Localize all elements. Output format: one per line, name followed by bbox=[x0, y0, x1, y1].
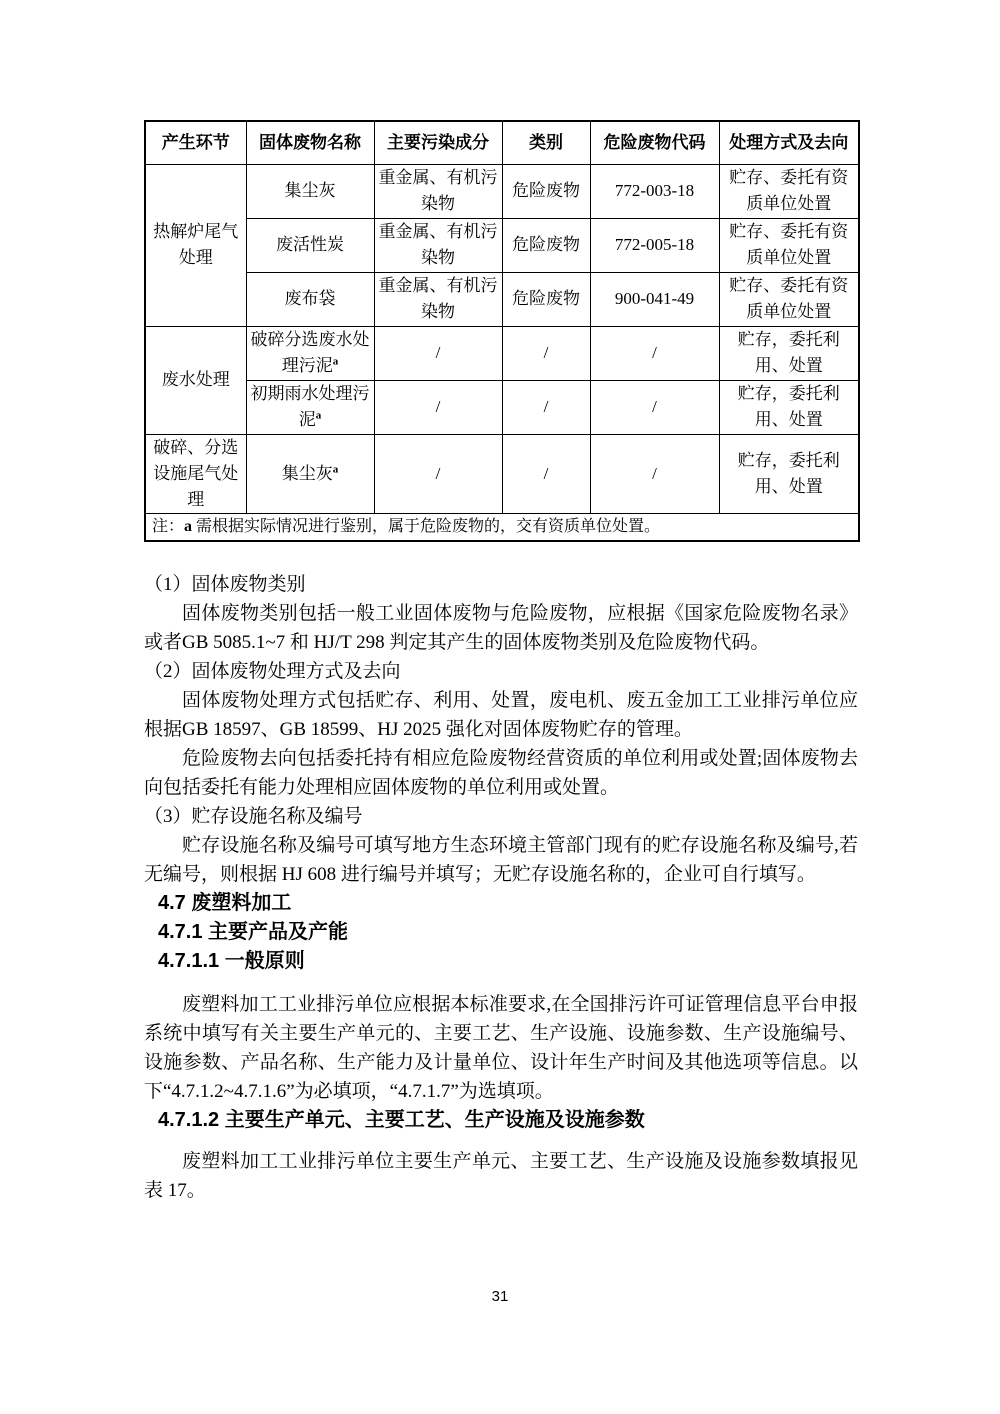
note-text: 需根据实际情况进行鉴别，属于危险废物的，交有资质单位处置。 bbox=[192, 517, 661, 535]
cell-pollutants: 重金属、有机污染物 bbox=[374, 164, 502, 218]
list-item-1: （1）固体废物类别 bbox=[144, 574, 306, 595]
paragraph-hazardous-destination: 危险废物去向包括委托持有相应危险废物经营资质的单位利用或处置;固体废物去向包括委托有能力处理相应固体废物的单位利用或处置。 bbox=[144, 748, 858, 798]
cell-disposal: 贮存、委托有资质单位处置 bbox=[719, 272, 859, 326]
header-disposal: 处理方式及去向 bbox=[719, 121, 859, 164]
header-code: 危险废物代码 bbox=[590, 121, 719, 164]
list-item-2: （2）固体废物处理方式及去向 bbox=[144, 661, 401, 682]
section-heading-4-7-1-1: 4.7.1.1 一般原则 bbox=[158, 950, 305, 972]
cell-waste-name: 废布袋 bbox=[246, 272, 374, 326]
table-row bbox=[145, 218, 859, 272]
cell-pollutants: / bbox=[374, 326, 502, 380]
table-row bbox=[145, 434, 859, 513]
cell-category: / bbox=[502, 434, 590, 513]
body-text bbox=[144, 990, 858, 1106]
cell-waste-name: 初期雨水处理污泥$^a$ bbox=[246, 380, 374, 434]
note-prefix: 注： bbox=[152, 517, 185, 535]
cell-waste-name: 废活性炭 bbox=[246, 218, 374, 272]
table-row bbox=[145, 380, 859, 434]
page-number: 31 bbox=[491, 1288, 509, 1305]
footnote-mark-a: a bbox=[332, 462, 339, 475]
table-note bbox=[145, 513, 859, 541]
cell-code: / bbox=[590, 380, 719, 434]
cell-code: / bbox=[590, 326, 719, 380]
solid-waste-table bbox=[144, 120, 860, 542]
cell-code: 772-005-18 bbox=[590, 218, 719, 272]
paragraph-table17-reference: 废塑料加工工业排污单位主要生产单元、主要工艺、生产设施及设施参数填报见表 17。 bbox=[144, 1151, 858, 1201]
paragraph-general-principle: 废塑料加工工业排污单位应根据本标准要求,在全国排污许可证管理信息平台申报系统中填写有关主要生产单元的、主要工艺、生产设施、设施参数、生产设施编号、设施参数、产品名称、生产能力及计量单位、设计年生产时间及其他选项等信息。以下“4.7.1.2~4.7.1.6”为必填项，“4.7.1.7”为选填项。 bbox=[144, 994, 858, 1102]
cell-disposal: 贮存，委托利用、处置 bbox=[719, 434, 859, 513]
cell-pollutants: / bbox=[374, 380, 502, 434]
cell-code: 772-003-18 bbox=[590, 164, 719, 218]
section-heading-4-7-1: 4.7.1 主要产品及产能 bbox=[158, 921, 349, 943]
cell-stage: 破碎、分选设施尾气处理 bbox=[145, 434, 246, 513]
cell-disposal: 贮存、委托有资质单位处置 bbox=[719, 164, 859, 218]
header-category: 类别 bbox=[502, 121, 590, 164]
cell-pollutants: 重金属、有机污染物 bbox=[374, 272, 502, 326]
cell-category: 危险废物 bbox=[502, 164, 590, 218]
section-heading-4-7-1-2: 4.7.1.2 主要生产单元、主要工艺、生产设施及设施参数 bbox=[158, 1109, 645, 1131]
paragraph-waste-category: 固体废物类别包括一般工业固体废物与危险废物，应根据《国家危险废物名录》或者GB 5085.1~7 和 HJ/T 298 判定其产生的固体废物类别及危险废物代码。 bbox=[144, 603, 858, 653]
page-content bbox=[144, 120, 858, 1205]
cell-pollutants: / bbox=[374, 434, 502, 513]
cell-disposal: 贮存，委托利用、处置 bbox=[719, 326, 859, 380]
header-waste-name: 固体废物名称 bbox=[246, 121, 374, 164]
paragraph-disposal-method: 固体废物处理方式包括贮存、利用、处置，废电机、废五金加工工业排污单位应根据GB 18597、GB 18599、HJ 2025 强化对固体废物贮存的管理。 bbox=[144, 690, 858, 740]
table-note-row bbox=[145, 513, 859, 541]
header-pollutants: 主要污染成分 bbox=[374, 121, 502, 164]
table-row bbox=[145, 272, 859, 326]
paragraph-storage-facility: 贮存设施名称及编号可填写地方生态环境主管部门现有的贮存设施名称及编号,若无编号，则根据 HJ 608 进行编号并填写；无贮存设施名称的，企业可自行填写。 bbox=[144, 835, 858, 885]
table-header-row bbox=[145, 121, 859, 164]
note-marker: a bbox=[184, 517, 193, 535]
footnote-mark-a: a bbox=[332, 355, 339, 368]
cell-code: 900-041-49 bbox=[590, 272, 719, 326]
cell-category: 危险废物 bbox=[502, 272, 590, 326]
list-item-3: （3）贮存设施名称及编号 bbox=[144, 806, 363, 827]
cell-disposal: 贮存、委托有资质单位处置 bbox=[719, 218, 859, 272]
cell-pollutants: 重金属、有机污染物 bbox=[374, 218, 502, 272]
body-text bbox=[144, 1147, 858, 1205]
cell-category: 危险废物 bbox=[502, 218, 590, 272]
cell-code: / bbox=[590, 434, 719, 513]
cell-waste-name: 集尘灰 bbox=[246, 164, 374, 218]
cell-category: / bbox=[502, 380, 590, 434]
cell-disposal: 贮存，委托利用、处置 bbox=[719, 380, 859, 434]
cell-waste-name: 破碎分选废水处理污泥$^a$ bbox=[246, 326, 374, 380]
body-text bbox=[144, 570, 858, 889]
cell-category: / bbox=[502, 326, 590, 380]
cell-waste-name: 集尘灰$^a$ bbox=[246, 434, 374, 513]
table-row bbox=[145, 326, 859, 380]
header-stage: 产生环节 bbox=[145, 121, 246, 164]
cell-stage: 热解炉尾气处理 bbox=[145, 164, 246, 326]
footnote-mark-a: a bbox=[315, 409, 322, 422]
section-heading-4-7: 4.7 废塑料加工 bbox=[158, 892, 292, 914]
table-row bbox=[145, 164, 859, 218]
cell-stage: 废水处理 bbox=[145, 326, 246, 434]
